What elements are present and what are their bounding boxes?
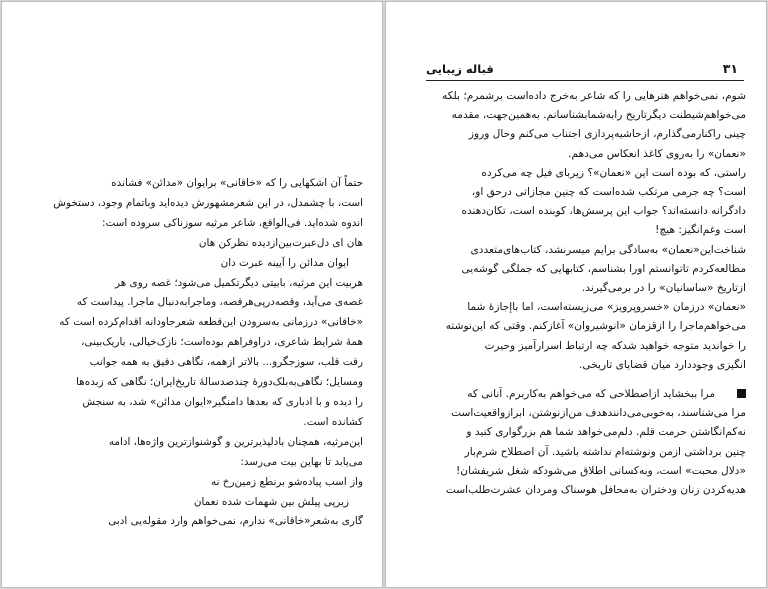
header-title: قباله زیبایی	[426, 62, 494, 76]
page-number: ۳۱	[722, 61, 738, 76]
text-line: است وغم‌انگیز: هیچ!	[655, 224, 746, 237]
text-line: راستی، که بوده است این «نعمان»؟ زیربای فیل چه می‌کرده	[481, 166, 746, 179]
text-line: «نعمان» را به‌روی کاغذ انعکاس می‌دهم.	[568, 147, 746, 160]
text-line: می‌یابد تا بهاین بیت می‌رسد:	[240, 455, 363, 468]
text-line: انگیزی وجوددارد میان قضایای تاریخی.	[579, 358, 746, 371]
text-line: را خواندید متوجه خواهید شدکه چه ارتباط اسرارآمیز وحیرت‌	[484, 339, 746, 352]
left-book-page	[2, 2, 382, 587]
text-line: شناخت‌این«نعمان» به‌سادگی برایم میسرنشد، کتاب‌های‌متعددی	[470, 243, 746, 256]
text-line: همهٔ شرایط شاعری، درا‌وفراهم بوده‌است؛ نازک‌خیالی، باریک‌بینی،	[81, 336, 363, 349]
text-line: چنین برداشتی ازمن ونوشته‌ام نداشته باشید. آن اصطلاح شرم‌بار	[464, 445, 746, 458]
text-line: غصه‌ی می‌آید، وقصه‌درپی‌هرقصه، وماجرابه‌دنبال ماجرا. پیداست که	[76, 296, 363, 309]
text-line: می‌خواهم‌ماجرا را ازقزمان «انوشیروان» آغازکنم. وقتی که این‌نوشته	[445, 320, 746, 333]
left-page-body	[27, 174, 363, 532]
text-line: ازتاریخ «ساسانیان» را در برمی‌گیرند.	[581, 282, 746, 295]
text-line: رقت قلب، سوزجگرو... بالاتر ازهمه، نگاهی دقیق به همه جوانب	[89, 356, 363, 369]
text-line: مطالعه‌کردم تاتوانستم اورا بشناسم، کتابهایی که جملگی گوشه‌یی	[461, 262, 746, 275]
verse-line: زیرپی پیلش بین شهمات شده نعمان	[193, 495, 349, 508]
text-line: است، با چشمدل، در این شعرمشهورش دیده‌اید وباتمام وجود، دستخوش	[53, 196, 363, 209]
text-line: را دیده و با ادباری که بعدها دامنگیر«ایوان مدائن» شد، به سنجش	[82, 395, 363, 408]
text-line: اندوه شده‌اید. فی‌الواقع، شاعر مرثیه سوزناکی سروده است:	[101, 216, 363, 229]
text-line: چینی راکنارمی‌گذارم، ازحاشیه‌پردازی اجتناب می‌کنم وحال وروز	[468, 128, 746, 141]
text-line: است؟ چه جرمی مرتکب شده‌است که چنین مجازاتی درحق او،	[471, 186, 746, 199]
text-line: «خاقانی» درزمانی به‌سرودن این‌قطعه شعرجاودانه اقدام‌کرده است که	[59, 316, 363, 329]
text-line: این‌مرثیه، همچنان بادلپذیرترین و گوشنوازترین واژه‌ها، ادامه	[108, 435, 363, 448]
text-line: شوم، نمی‌خواهم هنرهایی را که شاعر به‌خرج داده‌است برشمرم؛ بلکه	[442, 90, 746, 102]
text-line: حتماً آن اشکهایی را که «خاقانی» برایوان «مدائن» فشانده	[111, 177, 363, 189]
text-line: گاری به‌شعر«خاقانی» ندارم، نمی‌خواهم وارد مقوله‌یی ادبی	[108, 515, 363, 528]
text-line-content: مرا ببخشاید ازاصطلاحی که می‌خواهم به‌کاربرم. آنانی که	[467, 388, 715, 401]
verse-line: هان ای دل‌عبرت‌بین‌ازدیده نظرکن هان	[198, 236, 363, 249]
running-header	[426, 60, 744, 81]
text-line: هربیت این مرثیه، بابیتی دیگرتکمیل می‌شود؛ غصه روی هر	[115, 276, 363, 289]
text-line: دادگرانه دانسته‌اند؟ جواب این پرسش‌ها، کوبنده است، تکان‌دهنده	[461, 205, 746, 218]
text-line: نه‌کم‌انگاشتن حرمت قلم. دلم‌می‌خواهد شما هم بزرگواری کنید و	[466, 426, 746, 439]
text-line: می‌خواهم‌شیطنت دیگرتاریخ رابه‌شمابشناسانم. به‌همین‌جهت، مقدمه	[451, 109, 746, 122]
text-line: «نعمان» درزمان «خسروپرویز» می‌زیسته‌است، اما باإجازهٔ شما	[467, 301, 746, 314]
text-line	[410, 385, 746, 404]
right-book-page	[386, 2, 766, 587]
text-line: ومسایل؛ نگاهی‌به‌بلک‌دورهٔ چندصدسالهٔ تاریخ‌ایران؛ نگاهی که زبده‌ها	[76, 376, 363, 389]
text-line: کشانده است.	[303, 415, 363, 428]
text-line: هدیه‌کردن زنان ودختران به‌محافل هوسناک ومردان عشرت‌طلب‌است	[445, 484, 746, 497]
section-break-square-icon	[737, 389, 746, 398]
verse-line: واز اسب پیاده‌شو برنطع زمین‌رخ نه	[211, 475, 363, 488]
text-line: مرا می‌شناسند، به‌خوبی‌می‌دانندهدف من‌ازنوشتن، ابرازواقعیت‌است	[451, 407, 746, 420]
verse-line: ایوان مدائن را آیینه عبرت دان	[220, 256, 349, 269]
text-line: «دلال محبت» است، وبه‌کسانی اطلاق می‌شودکه شغل شریفشان!	[456, 464, 746, 477]
right-page-body	[410, 87, 746, 500]
